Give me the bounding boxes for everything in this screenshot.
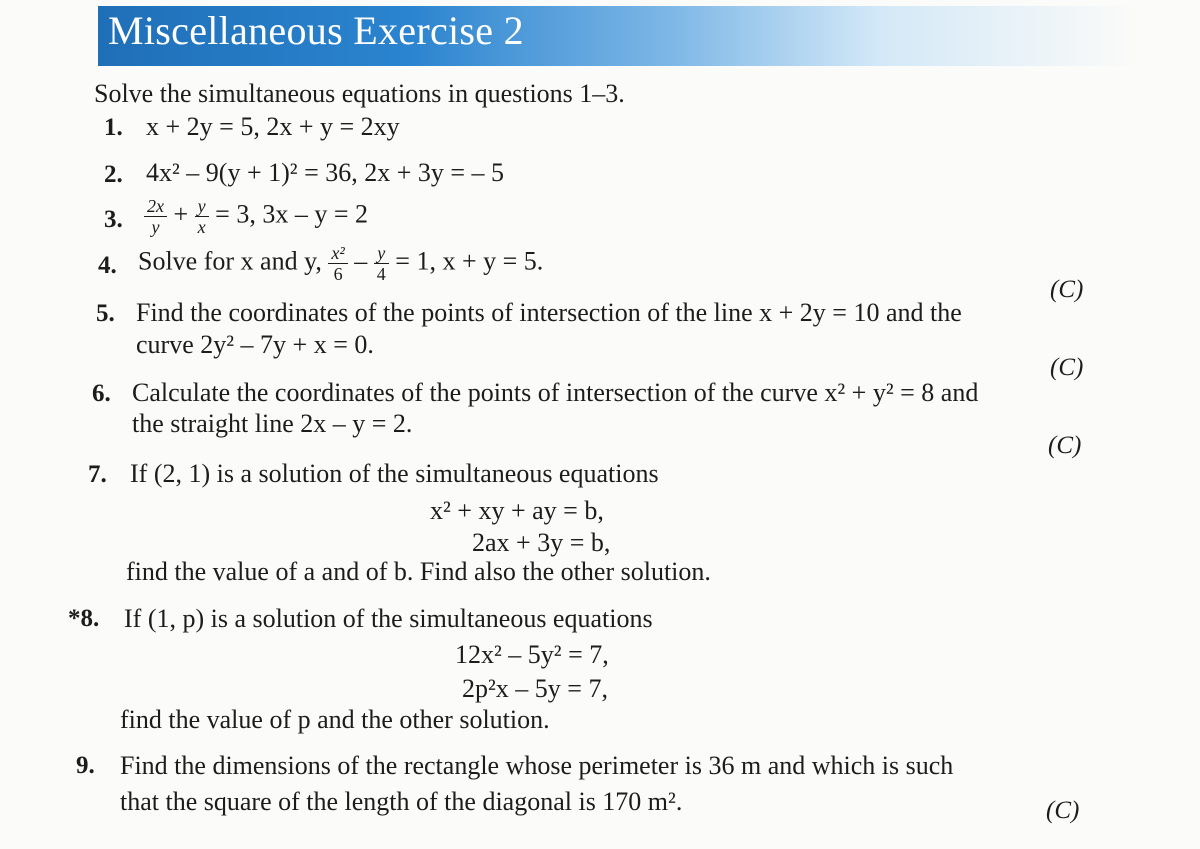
question-2-number: 2. [104, 161, 123, 188]
question-1-number: 1. [104, 114, 123, 141]
question-4-fraction-2: $\frac{y}{4}$ [374, 243, 389, 284]
question-6-line-2: the straight line 2x – y = 2. [132, 409, 413, 438]
page-title: Miscellaneous Exercise 2 [108, 8, 524, 53]
question-4-fraction-1: $\frac{\text{x²}}{6}$ [328, 243, 347, 284]
question-9-line-2: that the square of the length of the diagonal is 170 m². [120, 787, 683, 816]
question-7-line-2: find the value of a and of b. Find also the other solution. [126, 557, 711, 586]
question-8-line-1: If (1, p) is a solution of the simultaneous equations [124, 604, 653, 633]
question-4-number: 4. [98, 252, 117, 279]
question-8-equation-2: 2p²x – 5y = 7, [462, 674, 608, 703]
question-3-expression: $\frac{2x}{y}$ + $\frac{y}{x}$ = 3, 3x – y = 2 [144, 196, 368, 237]
question-8-number: *8. [68, 605, 100, 632]
question-2-text: 4x² – 9(y + 1)² = 36, 2x + 3y = – 5 [146, 158, 505, 187]
question-5-line-2: curve 2y² – 7y + x = 0. [136, 330, 374, 359]
question-1-text: x + 2y = 5, 2x + y = 2xy [146, 112, 400, 141]
question-9-source-mark: (C) [1046, 797, 1080, 824]
question-9-number: 9. [76, 752, 95, 779]
question-6-line-1: Calculate the coordinates of the points of intersection of the curve x² + y² = 8 and [132, 378, 979, 407]
question-6-number: 6. [92, 380, 111, 407]
intro-text: Solve the simultaneous equations in questions 1–3. [94, 79, 625, 108]
question-7-number: 7. [88, 461, 107, 488]
question-7-line-1: If (2, 1) is a solution of the simultaneous equations [130, 459, 659, 488]
question-3-number: 3. [104, 206, 123, 233]
question-5-number: 5. [96, 300, 115, 327]
question-3-fraction-2: $\frac{y}{x}$ [195, 196, 209, 237]
question-8-line-2: find the value of p and the other solution. [120, 705, 550, 734]
question-4-source-mark: (C) [1050, 276, 1084, 303]
question-8-equation-1: 12x² – 5y² = 7, [455, 640, 609, 669]
question-6-source-mark: (C) [1048, 432, 1082, 459]
question-5-line-1: Find the coordinates of the points of intersection of the line x + 2y = 10 and the [136, 298, 962, 327]
question-7-equation-2: 2ax + 3y = b, [472, 528, 611, 557]
question-9-line-1: Find the dimensions of the rectangle whose perimeter is 36 m and which is such [120, 751, 954, 780]
question-5-source-mark: (C) [1050, 354, 1084, 381]
question-7-equation-1: x² + xy + ay = b, [430, 496, 604, 525]
question-4-expression: Solve for x and y, $\frac{\text{x²}}{6}$ – $\frac{y}{4}$ = 1, x + y = 5. [138, 243, 544, 284]
question-3-fraction-1: $\frac{2x}{y}$ [144, 196, 167, 237]
